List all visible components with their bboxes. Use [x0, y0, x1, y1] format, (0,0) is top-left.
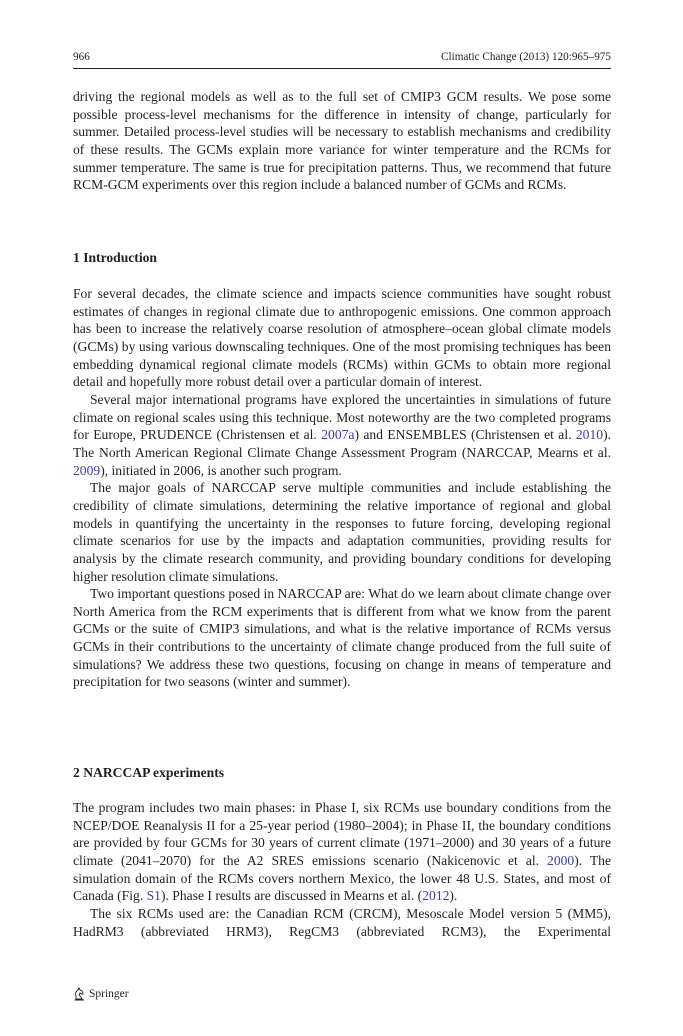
- abstract-continuation: [73, 88, 611, 194]
- springer-knight-icon: [73, 987, 86, 1001]
- section-experiments-body: [73, 799, 611, 940]
- intro-paragraph-1: For several decades, the climate science and impacts science communities have sought robust estimates of changes in regional climate due to anthropogenic emissions. One common approach has been to increase the relatively coarse resolution of atmosphere–ocean global climate models (GCMs) by using various downscaling techniques. One of the most promising techniques has been embedding dynamical regional climate models (RCMs) within GCMs to obtain more regional detail and hopefully more robust detail over a particular domain of interest.: [73, 286, 611, 390]
- running-head: [73, 50, 611, 64]
- publisher-footer: [73, 987, 129, 1001]
- section-heading-introduction: 1 Introduction: [73, 250, 157, 265]
- citation-link-christensen-2007a[interactable]: 2007a: [321, 427, 355, 443]
- experiments-paragraph-2: The six RCMs used are: the Canadian RCM (CRCM), Mesoscale Model version 5 (MM5), HadRM3 (abbreviated HRM3), RegCM3 (abbreviated RCM3), the Experimental: [73, 905, 611, 939]
- figure-link-s1[interactable]: S1: [146, 888, 161, 904]
- experiments-paragraph-1: The program includes two main phases: in Phase I, six RCMs use boundary conditions from the NCEP/DOE Reanalysis II for a 25-year period (1980–2004); in Phase II, the boundary conditions are provided by four GCMs for 30 years of current climate (1971–2000) and 30 years of a future climate (2041–2070) for the A2 SRES emissions scenario (Nakicenovic et al. 2000). The simulation domain of the RCMs covers northern Mexico, the lower 48 U.S. States, and most of Canada (Fig. S1). Phase I results are discussed in Mearns et al. (2012).: [73, 800, 611, 904]
- section-heading-narccap-experiments: 2 NARCCAP experiments: [73, 765, 225, 780]
- intro-paragraph-2: Several major international programs have explored the uncertainties in simulations of future climate on regional scales using this technique. Most noteworthy are the two completed programs for Europe, PRUDENCE (Christensen et al. 2007a) and ENSEMBLES (Christensen et al. 2010). The North American Regional Climate Change Assessment Program (NARCCAP, Mearns et al. 2009), initiated in 2006, is another such program.: [73, 391, 611, 478]
- intro-paragraph-4: Two important questions posed in NARCCAP are: What do we learn about climate change over North America from the RCM experiments that is different from what we know from the parent GCMs or the suite of CMIP3 simulations, and what is the relative importance of RCMs versus GCMs in their contributions to the uncertainty of climate change produced from the full suite of simulations? We address these two questions, focusing on change in means of temperature and precipitation for two seasons (winter and summer).: [73, 586, 611, 690]
- citation-link-mearns-2009[interactable]: 2009: [73, 462, 101, 478]
- citation-link-mearns-2012[interactable]: 2012: [422, 888, 450, 904]
- journal-citation: Climatic Change (2013) 120:965–975: [441, 51, 611, 63]
- citation-link-christensen-2010[interactable]: 2010: [575, 427, 604, 443]
- publisher-name: Springer: [89, 988, 129, 1000]
- intro-paragraph-3: The major goals of NARCCAP serve multiple communities and include establishing the credibility of climate simulations, determining the relative importance of regional and global models in quantifying the uncertainty in the responses to future forcing, developing regional climate scenarios for use by the impacts and adaptation communities, providing results for analysis by the climate research community, and providing boundary conditions for developing higher resolution climate simulations.: [73, 480, 611, 584]
- page-number: 966: [73, 51, 90, 63]
- section-introduction-body: [73, 285, 611, 691]
- header-rule: [73, 68, 611, 69]
- citation-link-nakicenovic-2000[interactable]: 2000: [547, 852, 575, 868]
- abstract-paragraph: driving the regional models as well as to the full set of CMIP3 GCM results. We pose some possible process-level mechanisms for the difference in intensity of change, particularly for summer. Detailed process-level studies will be necessary to establish mechanisms and credibility of these results. The GCMs explain more variance for winter temperature and the RCMs for summer temperature. The same is true for precipitation patterns. Thus, we recommend that future RCM-GCM experiments over this region include a balanced number of GCMs and RCMs.: [73, 89, 611, 193]
